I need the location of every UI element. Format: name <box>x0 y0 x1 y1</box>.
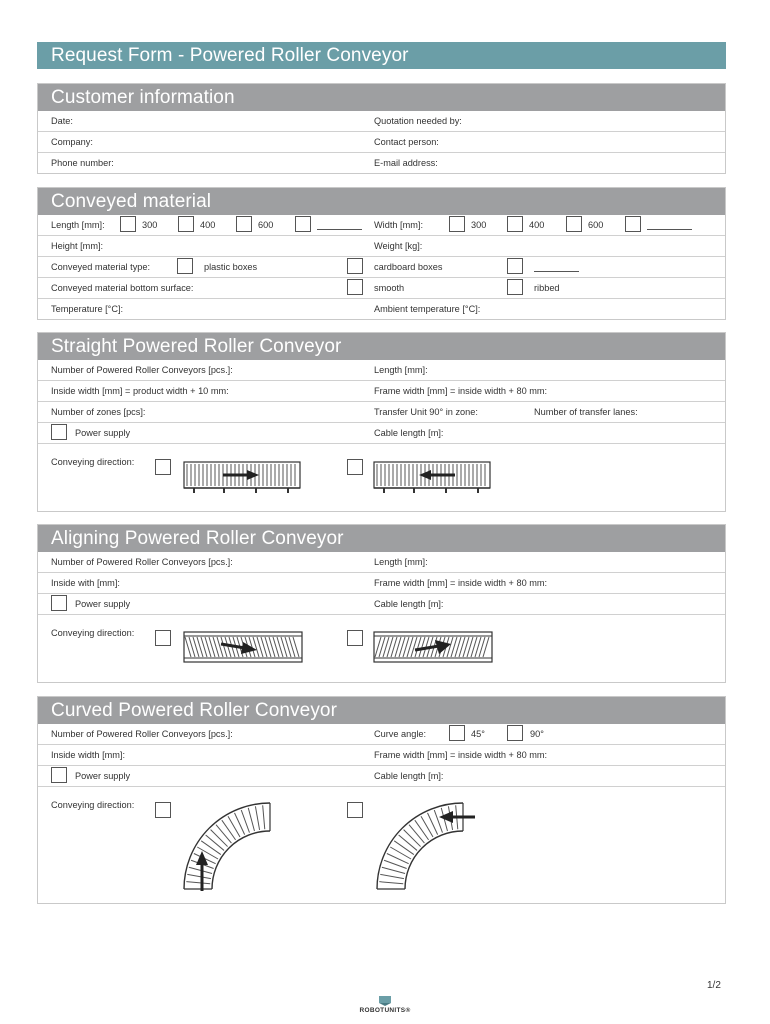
row-inside-frame <box>38 744 725 765</box>
row-direction <box>38 614 725 682</box>
power-supply-checkbox[interactable] <box>51 595 67 611</box>
length-300-label: 300 <box>142 220 158 230</box>
bottom-surface-label: Conveyed material bottom surface: <box>51 283 194 293</box>
frame-width-label: Frame width [mm] = inside width + 80 mm: <box>374 750 548 760</box>
cable-length-label: Cable length [m]: <box>374 771 444 781</box>
length-label: Length [mm]: <box>374 557 428 567</box>
width-600-label: 600 <box>588 220 604 230</box>
direction-forward-checkbox[interactable] <box>155 459 171 475</box>
transfer-unit-label: Transfer Unit 90° in zone: <box>374 407 478 417</box>
width-custom-checkbox[interactable] <box>625 216 641 232</box>
width-300-label: 300 <box>471 220 487 230</box>
direction-backward-checkbox[interactable] <box>347 802 363 818</box>
cardboard-boxes-checkbox[interactable] <box>347 258 363 274</box>
row-number-length <box>38 360 725 380</box>
company-label: Company: <box>51 137 93 147</box>
logo-mark-icon <box>379 996 391 1006</box>
row-length-width <box>38 215 725 235</box>
date-label: Date: <box>51 116 73 126</box>
height-label: Height [mm]: <box>51 241 104 251</box>
number-of-conveyors-label: Number of Powered Roller Conveyors [pcs.]: <box>51 729 233 739</box>
conveyed-material-section <box>37 187 726 320</box>
row-material-type <box>38 256 725 277</box>
curve-angle-label: Curve angle: <box>374 729 427 739</box>
width-400-label: 400 <box>529 220 545 230</box>
transfer-lanes-label: Number of transfer lanes: <box>534 407 638 417</box>
direction-backward-checkbox[interactable] <box>347 459 363 475</box>
length-label: Length [mm]: <box>51 220 105 230</box>
ambient-temperature-label: Ambient temperature [°C]: <box>374 304 481 314</box>
row-bottom-surface <box>38 277 725 298</box>
power-supply-label: Power supply <box>75 428 131 438</box>
power-supply-checkbox[interactable] <box>51 767 67 783</box>
inside-width-label: Inside width [mm] = product width + 10 mm: <box>51 386 229 396</box>
direction-aligning-alt-checkbox[interactable] <box>347 630 363 646</box>
logo-text: ROBOTUNITS® <box>359 1007 411 1014</box>
email-label: E-mail address: <box>374 158 438 168</box>
width-label: Width [mm]: <box>374 220 424 230</box>
cable-length-label: Cable length [m]: <box>374 599 444 609</box>
length-600-checkbox[interactable] <box>236 216 252 232</box>
row-inside-frame <box>38 572 725 593</box>
row-power-cable <box>38 593 725 614</box>
angle-90-checkbox[interactable] <box>507 725 523 741</box>
page-number: 1/2 <box>707 980 721 991</box>
row-power-cable <box>38 765 725 786</box>
aligning-conveyor-forward-diagram <box>183 630 305 666</box>
row-date <box>38 111 725 131</box>
frame-width-label: Frame width [mm] = inside width + 80 mm: <box>374 386 548 396</box>
cable-length-label: Cable length [m]: <box>374 428 444 438</box>
straight-conveyor-backward-diagram <box>373 459 493 495</box>
robotunits-logo <box>350 996 420 1018</box>
material-type-label: Conveyed material type: <box>51 262 151 272</box>
customer-information-section <box>37 83 726 174</box>
row-number-angle <box>38 724 725 744</box>
angle-45-label: 45° <box>471 729 485 739</box>
ribbed-checkbox[interactable] <box>507 279 523 295</box>
power-supply-label: Power supply <box>75 599 131 609</box>
length-600-label: 600 <box>258 220 274 230</box>
length-400-label: 400 <box>200 220 216 230</box>
smooth-checkbox[interactable] <box>347 279 363 295</box>
straight-conveyor-forward-diagram <box>183 459 303 495</box>
material-type-other-checkbox[interactable] <box>507 258 523 274</box>
direction-forward-checkbox[interactable] <box>155 630 171 646</box>
phone-label: Phone number: <box>51 158 114 168</box>
inside-width-label: Inside with [mm]: <box>51 578 120 588</box>
section-heading: Customer information <box>38 84 725 111</box>
row-direction <box>38 443 725 511</box>
temperature-label: Temperature [°C]: <box>51 304 124 314</box>
section-heading: Aligning Powered Roller Conveyor <box>38 525 725 552</box>
length-400-checkbox[interactable] <box>178 216 194 232</box>
form-title: Request Form - Powered Roller Conveyor <box>37 42 726 69</box>
direction-forward-checkbox[interactable] <box>155 802 171 818</box>
length-300-checkbox[interactable] <box>120 216 136 232</box>
row-height-weight <box>38 235 725 256</box>
plastic-boxes-checkbox[interactable] <box>177 258 193 274</box>
conveying-direction-label: Conveying direction: <box>51 457 135 467</box>
curved-conveyor-section <box>37 696 726 904</box>
number-of-zones-label: Number of zones [pcs]: <box>51 407 146 417</box>
row-inside-frame <box>38 380 725 401</box>
curved-conveyor-backward-diagram <box>371 797 481 893</box>
length-custom-field[interactable] <box>317 229 362 230</box>
inside-width-label: Inside width [mm]: <box>51 750 126 760</box>
weight-label: Weight [kg]: <box>374 241 423 251</box>
aligning-conveyor-alt-diagram <box>373 630 495 666</box>
width-400-checkbox[interactable] <box>507 216 523 232</box>
length-label: Length [mm]: <box>374 365 428 375</box>
curved-conveyor-forward-diagram <box>178 797 278 893</box>
row-power-cable <box>38 422 725 443</box>
row-phone <box>38 152 725 173</box>
frame-width-label: Frame width [mm] = inside width + 80 mm: <box>374 578 548 588</box>
plastic-boxes-label: plastic boxes <box>204 262 258 272</box>
smooth-label: smooth <box>374 283 405 293</box>
straight-conveyor-section <box>37 332 726 512</box>
row-number-length <box>38 552 725 572</box>
row-zones <box>38 401 725 422</box>
angle-90-label: 90° <box>530 729 544 739</box>
power-supply-checkbox[interactable] <box>51 424 67 440</box>
quotation-needed-label: Quotation needed by: <box>374 116 462 126</box>
contact-person-label: Contact person: <box>374 137 439 147</box>
conveying-direction-label: Conveying direction: <box>51 628 135 638</box>
row-direction <box>38 786 725 903</box>
section-heading: Straight Powered Roller Conveyor <box>38 333 725 360</box>
aligning-conveyor-section <box>37 524 726 683</box>
width-custom-field[interactable] <box>647 229 692 230</box>
ribbed-label: ribbed <box>534 283 560 293</box>
cardboard-boxes-label: cardboard boxes <box>374 262 443 272</box>
row-company <box>38 131 725 152</box>
power-supply-label: Power supply <box>75 771 131 781</box>
section-heading: Conveyed material <box>38 188 725 215</box>
angle-45-checkbox[interactable] <box>449 725 465 741</box>
length-custom-checkbox[interactable] <box>295 216 311 232</box>
conveying-direction-label: Conveying direction: <box>51 800 135 810</box>
section-heading: Curved Powered Roller Conveyor <box>38 697 725 724</box>
number-of-conveyors-label: Number of Powered Roller Conveyors [pcs.]: <box>51 557 233 567</box>
width-300-checkbox[interactable] <box>449 216 465 232</box>
material-type-other-field[interactable] <box>534 271 579 272</box>
row-temperature <box>38 298 725 319</box>
number-of-conveyors-label: Number of Powered Roller Conveyors [pcs.]: <box>51 365 233 375</box>
width-600-checkbox[interactable] <box>566 216 582 232</box>
